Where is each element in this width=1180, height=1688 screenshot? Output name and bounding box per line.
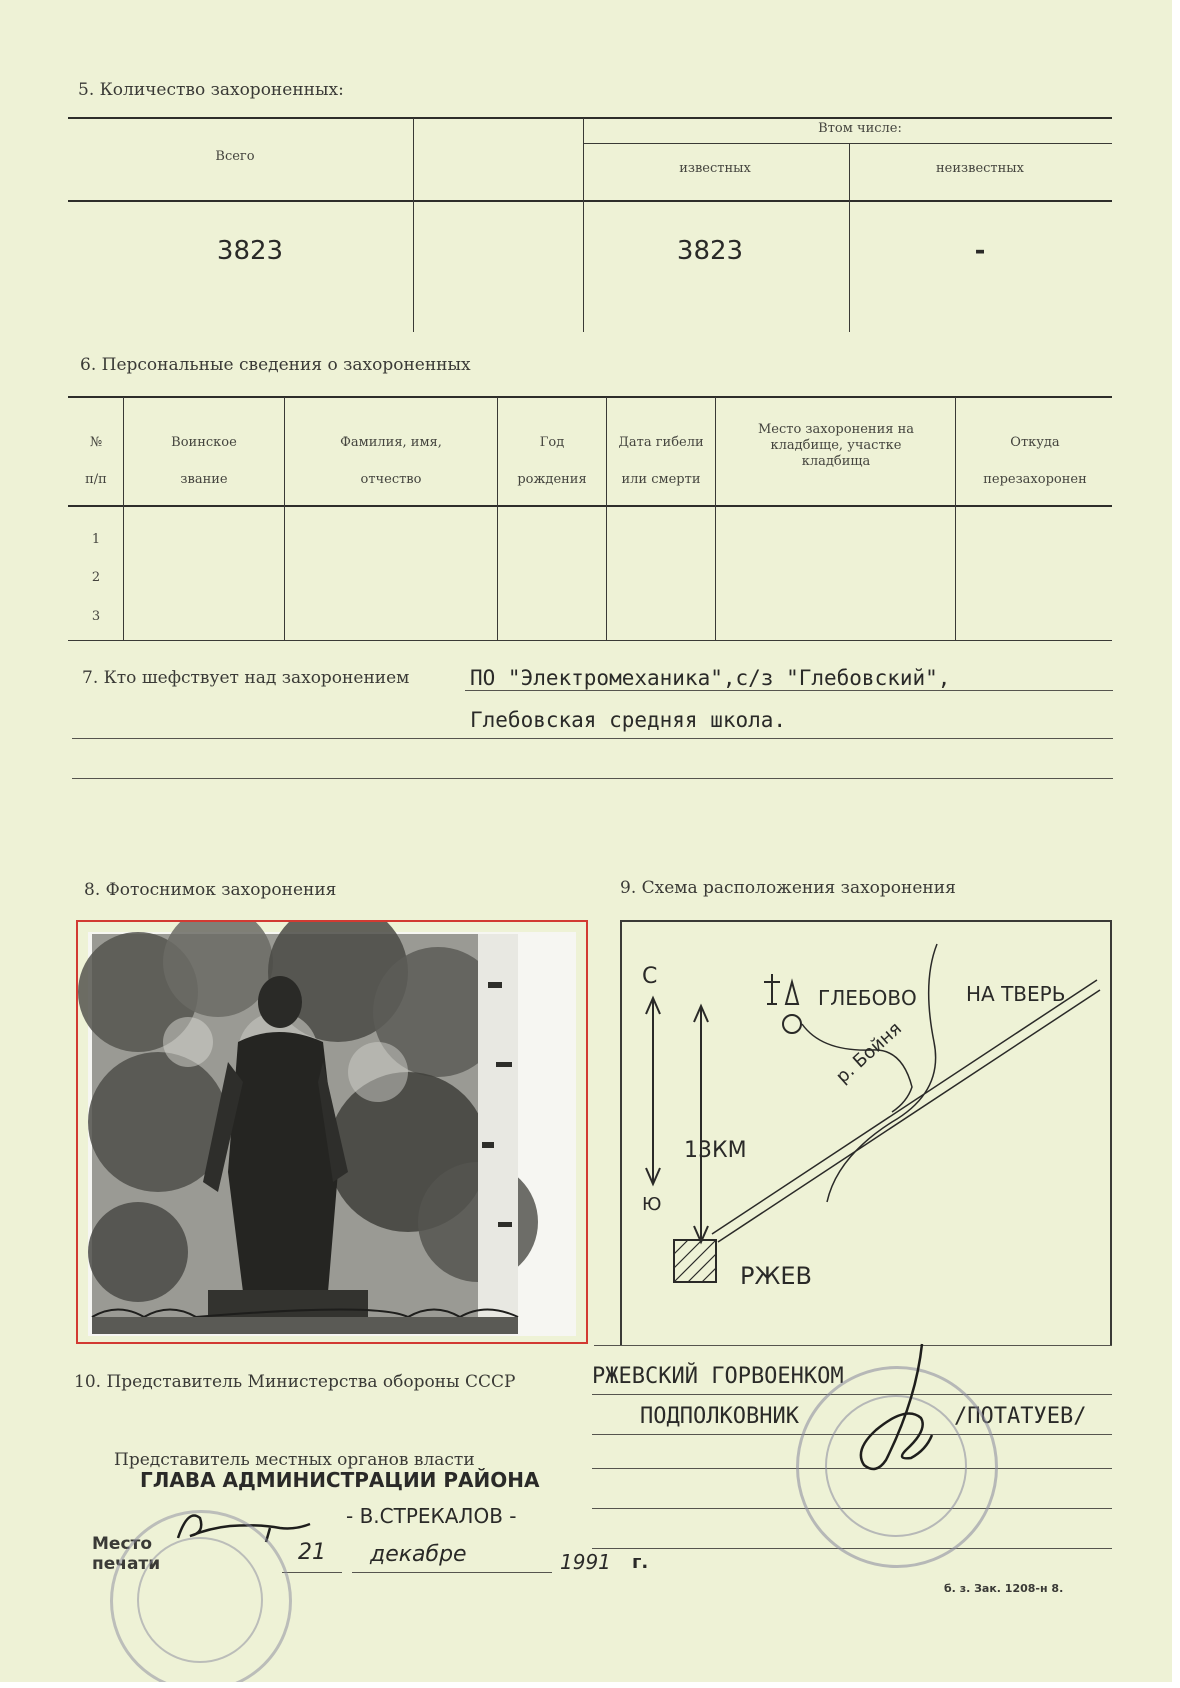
local-name: - В.СТРЕКАЛОВ -	[346, 1504, 517, 1528]
section8-title: 8. Фотоснимок захоронения	[84, 880, 337, 900]
table6-bottom-border	[68, 640, 1112, 641]
stamp-place-line2: печати	[92, 1554, 161, 1574]
section10-label: 10. Представитель Министерства обороны СССР	[74, 1372, 516, 1392]
local-label: Представитель местных органов власти	[114, 1450, 475, 1470]
header-birth	[500, 424, 604, 498]
header-rank-line1: Воинское	[171, 435, 237, 450]
section5-title: 5. Количество захороненных:	[78, 80, 344, 100]
col-unknown-header: неизвестных	[936, 161, 1024, 176]
header-from-line1: Откуда	[1010, 435, 1060, 450]
header-place-line2: кладбище, участке	[770, 438, 902, 453]
row-number-2: 2	[91, 570, 101, 585]
tver-label: НА ТВЕРЬ	[966, 982, 1066, 1006]
header-number	[70, 424, 122, 498]
date-day: 21	[298, 1540, 326, 1565]
header-death-line1: Дата гибели	[618, 435, 704, 450]
row-number-3: 3	[91, 609, 101, 624]
header-death	[608, 424, 714, 498]
table6-col-divider	[715, 397, 716, 640]
stamp-place-line1: Место	[92, 1534, 153, 1554]
memorial-photo	[78, 922, 586, 1342]
col-including-header: Втом числе:	[818, 121, 902, 136]
photo-frame	[76, 920, 588, 1344]
header-name-line1: Фамилия, имя,	[340, 435, 442, 450]
header-rank-line2: звание	[180, 472, 228, 487]
year-suffix: г.	[632, 1552, 649, 1573]
table6-col-divider	[606, 397, 607, 640]
row-number-1: 1	[91, 532, 101, 547]
value-total: 3823	[216, 236, 284, 266]
south-label: Ю	[642, 1194, 662, 1215]
header-place	[718, 422, 954, 470]
section9-title: 9. Схема расположения захоронения	[620, 878, 956, 898]
print-mark: б. з. Зак. 1208-н 8.	[944, 1582, 1064, 1595]
table5-col-divider	[849, 144, 850, 332]
distance-label: 13КМ	[684, 1138, 747, 1163]
header-birth-line1: Год	[539, 435, 565, 450]
table5-top-border	[68, 117, 1112, 119]
col-known-header: известных	[679, 161, 751, 176]
table5-sub-border	[583, 143, 1112, 144]
stamp-local	[110, 1510, 292, 1682]
value-unknown: -	[974, 236, 986, 266]
header-from	[958, 424, 1112, 498]
table6-col-divider	[284, 397, 285, 640]
patron-underline	[72, 738, 1113, 739]
header-place-line3: кладбища	[801, 454, 871, 469]
table6-col-divider	[123, 397, 124, 640]
date-day-underline	[282, 1572, 342, 1573]
patron-line1: ПО "Электромеханика",с/з "Глебовский",	[470, 666, 951, 690]
local-title: ГЛАВА АДМИНИСТРАЦИИ РАЙОНА	[140, 1468, 540, 1492]
table5-col-divider	[583, 118, 584, 332]
date-year: 1991	[560, 1550, 611, 1574]
table5-col-divider	[413, 118, 414, 332]
scheme-frame	[620, 920, 1112, 1345]
mo-rank: ПОДПОЛКОВНИК	[640, 1404, 799, 1429]
mo-name: /ПОТАТУЕВ/	[954, 1404, 1087, 1429]
city-label: РЖЕВ	[740, 1262, 812, 1290]
date-month-underline	[352, 1572, 552, 1573]
header-from-line2: перезахоронен	[983, 472, 1087, 487]
header-death-line2: или смерти	[621, 472, 701, 487]
village-label: ГЛЕБОВО	[818, 986, 917, 1010]
patron-underline	[72, 778, 1113, 779]
value-known: 3823	[676, 236, 744, 266]
date-month: декабре	[370, 1542, 467, 1567]
patron-underline	[465, 690, 1113, 691]
table6-col-divider	[497, 397, 498, 640]
north-label: С	[642, 964, 658, 989]
section6-title: 6. Персональные сведения о захороненных	[80, 355, 471, 375]
header-rank	[126, 424, 282, 498]
mo-org: РЖЕВСКИЙ ГОРВОЕНКОМ	[592, 1364, 844, 1389]
header-name-line2: отчество	[360, 472, 422, 487]
header-birth-line2: рождения	[517, 472, 587, 487]
signature-military	[836, 1340, 946, 1480]
header-name	[287, 424, 495, 498]
header-place-line1: Место захоронения на	[757, 422, 915, 437]
table5-header-border	[68, 200, 1112, 202]
patron-line2: Глебовская средняя школа.	[470, 708, 787, 732]
river-label: р. Бойня	[832, 1018, 906, 1088]
header-number-line2: п/п	[85, 472, 107, 487]
table6-col-divider	[955, 397, 956, 640]
section7-label: 7. Кто шефствует над захоронением	[82, 668, 410, 688]
header-number-line1: №	[89, 435, 103, 450]
col-total-header: Всего	[215, 149, 255, 164]
